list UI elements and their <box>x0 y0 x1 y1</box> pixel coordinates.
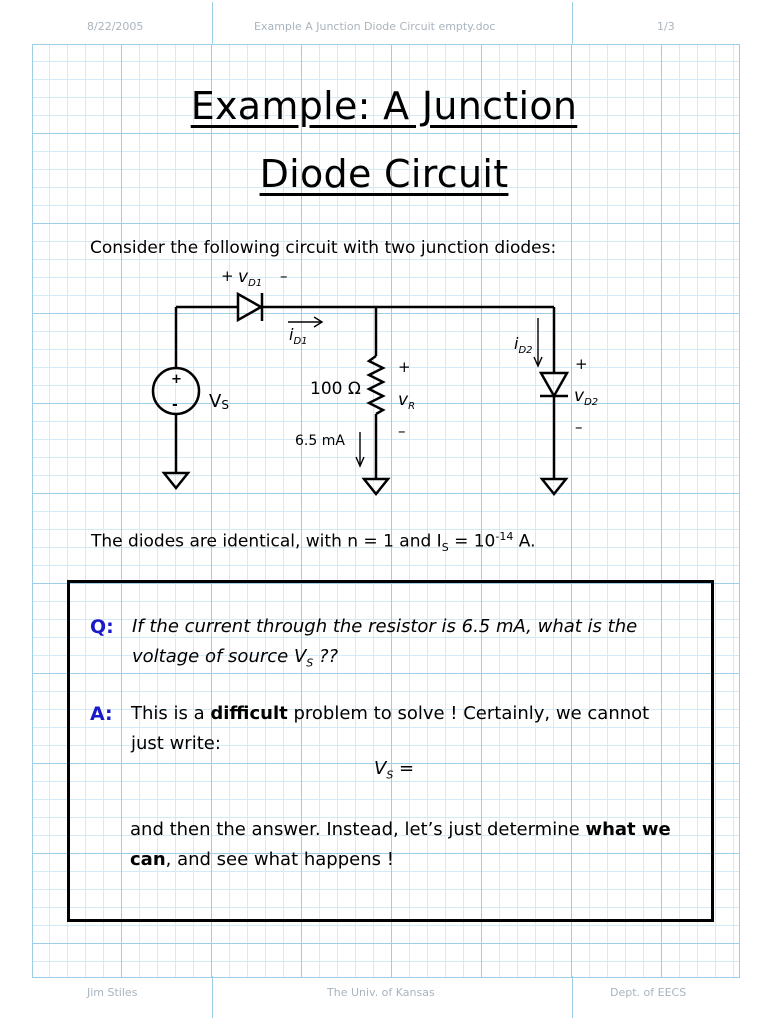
diode-d1 <box>238 294 261 320</box>
answer-line-4: can, and see what happens ! <box>130 849 394 870</box>
vd2-label: v <box>574 386 585 406</box>
vd1-subscript: D1 <box>248 278 263 289</box>
vr-subscript: R <box>408 401 416 412</box>
vr-label: v <box>398 390 409 410</box>
page-title-line-2: Diode Circuit <box>259 152 509 196</box>
page-title-line-1: Example: A Junction <box>190 84 578 128</box>
source-minus-label: - <box>172 397 178 413</box>
svg-text:vD2 <box>574 386 598 408</box>
diode-text-after: A. <box>513 531 536 552</box>
vd2-subscript: D2 <box>584 397 599 408</box>
answer-line-2: just write: <box>131 733 221 754</box>
diode-text-mid: = 10 <box>448 531 496 552</box>
resistor-current-label: 6.5 mA <box>295 433 345 449</box>
answer-line-1: This is a difficult problem to solve ! Certainly, we cannot <box>131 703 650 724</box>
header-filename: Example A Junction Diode Circuit empty.doc <box>254 20 496 33</box>
intro-text: Consider the following circuit with two junction diodes: <box>90 238 557 258</box>
vd2-plus-label: + <box>575 355 588 373</box>
diode-d2 <box>541 373 567 396</box>
vd1-plus-label: + <box>221 267 234 285</box>
svg-text:vD1 <box>238 267 262 289</box>
source-plus-label: + <box>171 372 182 387</box>
vr-minus-label: – <box>398 422 406 440</box>
resistor-value-label: 100 Ω <box>310 379 361 399</box>
svg-text:vR <box>398 390 415 412</box>
answer-text-block-1 <box>131 699 649 759</box>
answer-line-3: and then the answer. Instead, let’s just determine what we <box>130 819 671 840</box>
question-line-2: voltage of source $V_S$ ?? <box>132 646 339 670</box>
footer-university: The Univ. of Kansas <box>327 986 435 999</box>
footer-divider <box>572 976 573 1018</box>
footer-divider <box>212 976 213 1018</box>
footer-author: Jim Stiles <box>87 986 138 999</box>
answer-label: A: <box>90 703 113 725</box>
answer-equation: $V_S$ = <box>374 758 415 782</box>
svg-text:VS <box>209 391 229 412</box>
vd1-minus-label: – <box>280 267 288 285</box>
diode-text-sup: -14 <box>495 530 514 543</box>
answer-text-block-2 <box>130 815 671 875</box>
vr-plus-label: + <box>398 358 411 376</box>
header-date: 8/22/2005 <box>87 20 144 33</box>
diode-text-before: The diodes are identical, with n = 1 and I <box>91 531 442 552</box>
ground-symbol <box>164 473 566 494</box>
id2-subscript: D2 <box>518 345 533 356</box>
diode-parameters-text <box>91 530 535 554</box>
footer-department: Dept. of EECS <box>610 986 687 999</box>
question-text <box>132 612 637 679</box>
id1-subscript: D1 <box>293 336 308 347</box>
vs-subscript: S <box>221 398 229 412</box>
vd2-minus-label: – <box>575 418 583 436</box>
id1-label: i <box>289 325 294 344</box>
header-page-number: 1/3 <box>657 20 675 33</box>
question-label: Q: <box>90 616 114 638</box>
svg-text:iD2 <box>514 334 533 356</box>
vs-label: V <box>209 391 222 412</box>
diode-text-sub: S <box>441 541 449 555</box>
id2-label: i <box>514 334 519 353</box>
question-line-1: If the current through the resistor is 6.5 mA, what is the <box>132 616 638 637</box>
svg-text:iD1 <box>289 325 308 347</box>
vd1-label: v <box>238 267 249 287</box>
